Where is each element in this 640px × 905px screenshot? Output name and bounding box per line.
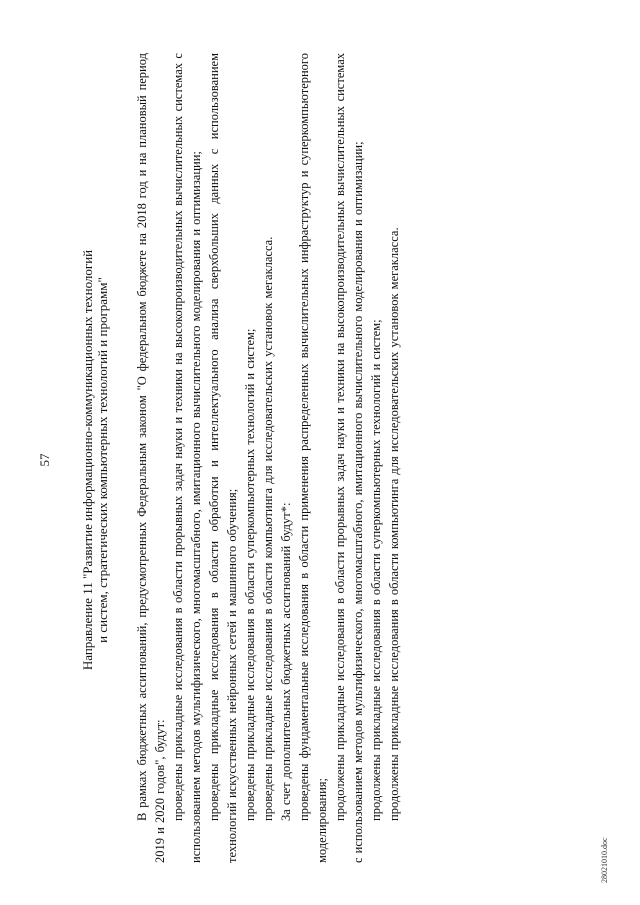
paragraph-item: проведены прикладные исследования в области прорывных задач науки и техники на высокопроизводительных вычислительных системах с использованием методов мультифизического, многомасштабного, имитационного вычислительного моделирования и оптимизации;	[171, 53, 203, 863]
heading-line-2: и систем, стратегических компьютерных технологий и программ"	[95, 277, 110, 643]
document-body	[133, 53, 403, 863]
footer-file-code: 28021010.doc	[600, 837, 609, 883]
paragraph-intro: В рамках бюджетных ассигнований, предусмотренных Федеральным законом "О федеральном бюджете на 2018 год и на плановый период 2019 и 2020 годов", будут:	[135, 53, 167, 863]
paragraph-item: проведены прикладные исследования в области обработки и интеллектуального анализа сверхбольших данных с использованием технологий искусственных нейронных сетей и машинного обучения;	[207, 53, 239, 863]
paragraph-item: продолжены прикладные исследования в области суперкомпьютерных технологий и систем;	[369, 319, 383, 821]
paragraph-item: продолжены прикладные исследования в области прорывных задач науки и техники на высокопроизводительных вычислительных системах с использованием методов мультифизического, многомасштабного, имитационного вычислительного моделирования и оптимизации;	[333, 53, 365, 863]
paragraph-item: проведены фундаментальные исследования в области применения распределенных вычислительных инфраструктур и суперкомпьютерного моделирования;	[297, 53, 329, 863]
paragraph-subheading: За счет дополнительных бюджетных ассигнований будут*:	[279, 502, 293, 821]
section-heading	[80, 35, 110, 885]
paragraph-item: проведены прикладные исследования в области суперкомпьютерных технологий и систем;	[243, 328, 257, 821]
paragraph-item: продолжены прикладные исследования в области компьютинга для исследовательских установок мегакласса.	[387, 227, 401, 821]
heading-line-1: Направление 11 "Развитие информационно-коммуникационных технологий	[80, 249, 95, 671]
page-number: 57	[37, 453, 52, 467]
rotated-page	[20, 35, 620, 885]
paragraph-item: проведены прикладные исследования в области компьютинга для исследовательских установок мегакласса.	[261, 236, 275, 821]
